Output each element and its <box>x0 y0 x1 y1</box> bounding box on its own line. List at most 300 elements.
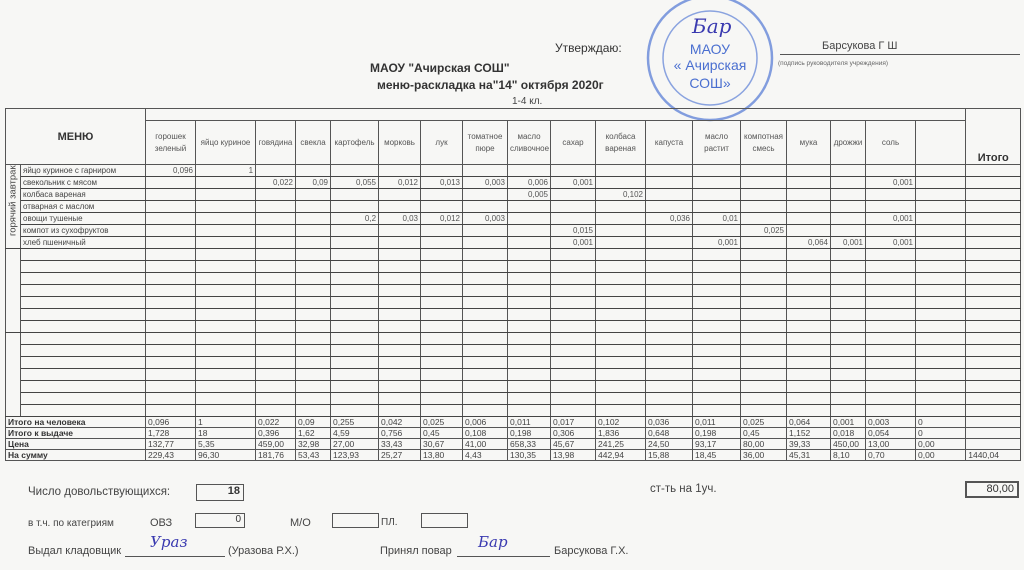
quantity-cell <box>196 201 256 213</box>
quantity-cell <box>256 393 296 405</box>
quantity-cell <box>508 381 551 393</box>
ingredient-header: говядина <box>256 121 296 165</box>
totals-value: 32,98 <box>296 439 331 450</box>
quantity-cell <box>146 285 196 297</box>
quantity-cell <box>196 357 256 369</box>
quantity-cell <box>831 177 866 189</box>
quantity-cell <box>508 225 551 237</box>
quantity-cell <box>831 201 866 213</box>
quantity-cell <box>596 213 646 225</box>
row-total-cell <box>966 261 1021 273</box>
quantity-cell <box>787 405 831 417</box>
quantity-cell <box>741 405 787 417</box>
quantity-cell <box>146 273 196 285</box>
totals-value: 93,17 <box>693 439 741 450</box>
quantity-cell <box>196 237 256 249</box>
totals-value: 36,00 <box>741 450 787 461</box>
quantity-cell <box>831 261 866 273</box>
ingredient-header: соль <box>866 121 916 165</box>
quantity-cell <box>196 177 256 189</box>
quantity-cell <box>787 381 831 393</box>
quantity-cell <box>551 381 596 393</box>
row-total-cell <box>966 405 1021 417</box>
totals-value: 0,00 <box>916 450 966 461</box>
quantity-cell <box>508 261 551 273</box>
grade-label: 1-4 кл. <box>512 96 543 107</box>
quantity-cell <box>831 213 866 225</box>
totals-value: 0 <box>916 417 966 428</box>
quantity-cell <box>596 345 646 357</box>
quantity-cell <box>916 381 966 393</box>
quantity-cell <box>787 369 831 381</box>
quantity-cell <box>146 237 196 249</box>
totals-value: 658,33 <box>508 439 551 450</box>
meal-group-label: горячий завтрак <box>6 165 21 249</box>
quantity-cell <box>596 285 646 297</box>
table-row <box>6 369 1021 381</box>
header-row <box>6 109 1021 121</box>
quantity-cell <box>296 405 331 417</box>
row-total-cell <box>966 189 1021 201</box>
quantity-cell <box>551 405 596 417</box>
ingredient-header: мука <box>787 121 831 165</box>
quantity-cell <box>693 381 741 393</box>
totals-value: 0,756 <box>379 428 421 439</box>
quantity-cell <box>741 345 787 357</box>
svg-text:« Ачирская: « Ачирская <box>673 57 747 73</box>
quantity-cell <box>787 333 831 345</box>
quantity-cell <box>331 381 379 393</box>
quantity-cell <box>331 273 379 285</box>
quantity-cell <box>196 309 256 321</box>
row-total-cell <box>966 393 1021 405</box>
table-row <box>6 261 1021 273</box>
quantity-cell <box>508 285 551 297</box>
quantity-cell <box>331 261 379 273</box>
mo-field[interactable] <box>332 513 379 528</box>
dish-name: хлеб пшеничный <box>21 237 146 249</box>
quantity-cell: 1 <box>196 165 256 177</box>
totals-value: 0,011 <box>693 417 741 428</box>
quantity-cell <box>596 369 646 381</box>
menu-header: МЕНЮ <box>6 109 146 165</box>
quantity-cell <box>916 333 966 345</box>
table-row <box>6 213 1021 225</box>
quantity-cell <box>916 309 966 321</box>
category-label: в т.ч. по категриям <box>28 518 114 529</box>
totals-value: 45,67 <box>551 439 596 450</box>
quantity-cell <box>866 249 916 261</box>
totals-value: 8,10 <box>831 450 866 461</box>
quantity-cell <box>646 297 693 309</box>
quantity-cell: 0,022 <box>256 177 296 189</box>
quantity-cell <box>596 309 646 321</box>
total-header: Итого <box>966 109 1021 165</box>
quantity-cell <box>421 381 463 393</box>
quantity-cell <box>146 369 196 381</box>
totals-value: 1,62 <box>296 428 331 439</box>
totals-value: 13,98 <box>551 450 596 461</box>
totals-value: 459,00 <box>256 439 296 450</box>
quantity-cell <box>256 345 296 357</box>
quantity-cell <box>693 177 741 189</box>
meal-group-label <box>6 249 21 333</box>
totals-value: 229,43 <box>146 450 196 461</box>
quantity-cell <box>866 297 916 309</box>
ingredient-header: свекла <box>296 121 331 165</box>
quantity-cell <box>256 237 296 249</box>
quantity-cell: 0,102 <box>596 189 646 201</box>
quantity-cell <box>421 309 463 321</box>
quantity-cell <box>331 333 379 345</box>
ingredient-header: масло сливочное <box>508 121 551 165</box>
quantity-cell <box>196 213 256 225</box>
quantity-cell <box>831 309 866 321</box>
quantity-cell <box>646 189 693 201</box>
quantity-cell <box>646 357 693 369</box>
ingredient-header: масло растит <box>693 121 741 165</box>
row-total-cell <box>966 285 1021 297</box>
quantity-cell <box>508 165 551 177</box>
quantity-cell <box>787 273 831 285</box>
totals-value: 1,836 <box>596 428 646 439</box>
grand-total <box>966 428 1021 439</box>
quantity-cell <box>787 261 831 273</box>
dish-name <box>21 273 146 285</box>
quantity-cell <box>463 345 508 357</box>
row-total-cell <box>966 309 1021 321</box>
totals-value: 25,27 <box>379 450 421 461</box>
quantity-cell <box>508 213 551 225</box>
quantity-cell <box>508 333 551 345</box>
quantity-cell <box>296 273 331 285</box>
quantity-cell <box>331 321 379 333</box>
quantity-cell <box>646 177 693 189</box>
totals-label: На сумму <box>6 450 146 461</box>
totals-value: 33,43 <box>379 439 421 450</box>
approve-label: Утверждаю: <box>555 41 622 55</box>
quantity-cell <box>196 261 256 273</box>
eaters-count[interactable]: 18 <box>196 484 244 501</box>
quantity-cell <box>646 405 693 417</box>
quantity-cell <box>831 393 866 405</box>
quantity-cell <box>256 201 296 213</box>
quantity-cell <box>421 393 463 405</box>
quantity-cell <box>866 285 916 297</box>
quantity-cell <box>646 333 693 345</box>
quantity-cell <box>146 249 196 261</box>
quantity-cell <box>596 321 646 333</box>
totals-label: Итого на человека <box>6 417 146 428</box>
row-total-cell <box>966 345 1021 357</box>
table-row <box>6 357 1021 369</box>
quantity-cell <box>256 273 296 285</box>
totals-value: 123,93 <box>331 450 379 461</box>
quantity-cell <box>787 357 831 369</box>
quantity-cell <box>741 165 787 177</box>
dish-name: свекольник с мясом <box>21 177 146 189</box>
table-row <box>6 165 1021 177</box>
quantity-cell <box>916 345 966 357</box>
quantity-cell <box>646 285 693 297</box>
quantity-cell <box>646 249 693 261</box>
quantity-cell <box>831 285 866 297</box>
quantity-cell <box>866 189 916 201</box>
totals-value: 41,00 <box>463 439 508 450</box>
totals-value: 18 <box>196 428 256 439</box>
quantity-cell <box>596 393 646 405</box>
quantity-cell <box>331 165 379 177</box>
ingredient-header: горошек зеленый <box>146 121 196 165</box>
quantity-cell <box>331 309 379 321</box>
cost-per-student[interactable]: 80,00 <box>965 481 1019 498</box>
quantity-cell <box>551 357 596 369</box>
quantity-cell <box>741 369 787 381</box>
quantity-cell <box>256 249 296 261</box>
totals-value: 0,00 <box>916 439 966 450</box>
quantity-cell <box>831 357 866 369</box>
ingredient-header: капуста <box>646 121 693 165</box>
totals-value: 1 <box>196 417 256 428</box>
dish-name: отварная с маслом <box>21 201 146 213</box>
quantity-cell <box>508 237 551 249</box>
quantity-cell <box>693 273 741 285</box>
quantity-cell <box>916 225 966 237</box>
cost-label: ст-ть на 1уч. <box>650 483 717 495</box>
quantity-cell <box>866 165 916 177</box>
totals-value: 0,064 <box>787 417 831 428</box>
quantity-cell <box>787 165 831 177</box>
quantity-cell <box>379 345 421 357</box>
quantity-cell <box>596 201 646 213</box>
quantity-cell <box>787 297 831 309</box>
dish-name <box>21 261 146 273</box>
table-row <box>6 177 1021 189</box>
dish-name <box>21 393 146 405</box>
quantity-cell <box>331 189 379 201</box>
ovz-label: ОВЗ <box>150 517 173 529</box>
totals-value: 0,102 <box>596 417 646 428</box>
quantity-cell <box>646 237 693 249</box>
quantity-cell <box>741 381 787 393</box>
quantity-cell <box>421 225 463 237</box>
totals-value: 0,45 <box>741 428 787 439</box>
totals-value: 0,70 <box>866 450 916 461</box>
totals-value: 4,43 <box>463 450 508 461</box>
quantity-cell <box>463 273 508 285</box>
quantity-cell <box>866 321 916 333</box>
cook-signature: Бар <box>478 533 508 551</box>
totals-value: 0,025 <box>741 417 787 428</box>
dish-name <box>21 285 146 297</box>
ingredient-header: томатное пюре <box>463 121 508 165</box>
quantity-cell <box>379 393 421 405</box>
svg-text:СОШ»: СОШ» <box>689 75 731 91</box>
quantity-cell <box>508 321 551 333</box>
row-total-cell <box>966 177 1021 189</box>
ingredient-header: яйцо куриное <box>196 121 256 165</box>
quantity-cell <box>741 261 787 273</box>
quantity-cell: 0,001 <box>866 237 916 249</box>
totals-value: 0,001 <box>831 417 866 428</box>
quantity-cell <box>379 309 421 321</box>
quantity-cell <box>551 393 596 405</box>
totals-value: 0,096 <box>146 417 196 428</box>
quantity-cell <box>421 405 463 417</box>
quantity-cell <box>787 321 831 333</box>
quantity-cell <box>787 309 831 321</box>
quantity-cell <box>831 249 866 261</box>
quantity-cell <box>296 165 331 177</box>
received-name: Барсукова Г.Х. <box>554 545 629 557</box>
quantity-cell <box>296 225 331 237</box>
quantity-cell <box>296 369 331 381</box>
director-name: Барсукова Г Ш <box>822 40 898 52</box>
quantity-cell <box>866 369 916 381</box>
quantity-cell <box>256 225 296 237</box>
quantity-cell <box>916 357 966 369</box>
quantity-cell <box>741 273 787 285</box>
quantity-cell <box>379 165 421 177</box>
quantity-cell <box>866 381 916 393</box>
quantity-cell <box>646 261 693 273</box>
received-signature-line <box>457 556 550 557</box>
table-row <box>6 225 1021 237</box>
pl-field[interactable] <box>421 513 468 528</box>
row-total-cell <box>966 321 1021 333</box>
quantity-cell <box>463 249 508 261</box>
dish-name <box>21 309 146 321</box>
quantity-cell <box>551 321 596 333</box>
dish-name <box>21 297 146 309</box>
row-total-cell <box>966 369 1021 381</box>
menu-table <box>5 108 1021 461</box>
row-total-cell <box>966 381 1021 393</box>
quantity-cell <box>916 201 966 213</box>
quantity-cell <box>787 213 831 225</box>
quantity-cell <box>596 333 646 345</box>
ovz-field[interactable]: 0 <box>195 513 245 528</box>
totals-value: 0,306 <box>551 428 596 439</box>
quantity-cell <box>463 285 508 297</box>
totals-value: 0 <box>916 428 966 439</box>
quantity-cell <box>146 213 196 225</box>
quantity-cell <box>831 189 866 201</box>
quantity-cell <box>693 225 741 237</box>
quantity-cell <box>331 345 379 357</box>
totals-value: 0,396 <box>256 428 296 439</box>
quantity-cell <box>693 357 741 369</box>
quantity-cell <box>421 237 463 249</box>
quantity-cell <box>741 285 787 297</box>
totals-value: 0,017 <box>551 417 596 428</box>
dish-name <box>21 249 146 261</box>
quantity-cell <box>596 177 646 189</box>
quantity-cell <box>196 321 256 333</box>
quantity-cell <box>831 333 866 345</box>
quantity-cell <box>379 333 421 345</box>
quantity-cell: 0,003 <box>463 213 508 225</box>
dish-name: колбаса вареная <box>21 189 146 201</box>
quantity-cell <box>787 177 831 189</box>
quantity-cell <box>463 393 508 405</box>
dish-name: овощи тушеные <box>21 213 146 225</box>
quantity-cell <box>916 273 966 285</box>
quantity-cell <box>196 369 256 381</box>
totals-value: 0,255 <box>331 417 379 428</box>
quantity-cell <box>256 357 296 369</box>
quantity-cell <box>379 261 421 273</box>
quantity-cell <box>463 405 508 417</box>
totals-value: 241,25 <box>596 439 646 450</box>
quantity-cell <box>256 381 296 393</box>
quantity-cell: 0,036 <box>646 213 693 225</box>
totals-value: 0,003 <box>866 417 916 428</box>
quantity-cell <box>296 321 331 333</box>
quantity-cell: 0,001 <box>551 237 596 249</box>
quantity-cell <box>646 165 693 177</box>
quantity-cell <box>146 201 196 213</box>
quantity-cell <box>421 357 463 369</box>
quantity-cell <box>379 201 421 213</box>
quantity-cell <box>196 273 256 285</box>
quantity-cell <box>463 201 508 213</box>
totals-value: 0,108 <box>463 428 508 439</box>
quantity-cell <box>379 369 421 381</box>
quantity-cell <box>146 189 196 201</box>
quantity-cell <box>916 213 966 225</box>
quantity-cell <box>693 165 741 177</box>
quantity-cell <box>551 189 596 201</box>
quantity-cell <box>256 369 296 381</box>
quantity-cell <box>256 261 296 273</box>
quantity-cell <box>551 213 596 225</box>
quantity-cell <box>379 285 421 297</box>
quantity-cell <box>421 249 463 261</box>
totals-value: 13,80 <box>421 450 463 461</box>
totals-row <box>6 450 1021 461</box>
quantity-cell <box>916 369 966 381</box>
totals-label: Цена <box>6 439 146 450</box>
quantity-cell <box>331 249 379 261</box>
quantity-cell <box>866 357 916 369</box>
quantity-cell <box>331 393 379 405</box>
quantity-cell: 0,064 <box>787 237 831 249</box>
quantity-cell <box>741 357 787 369</box>
totals-value: 0,042 <box>379 417 421 428</box>
dish-name <box>21 321 146 333</box>
quantity-cell <box>463 357 508 369</box>
quantity-cell: 0,001 <box>866 177 916 189</box>
dish-name <box>21 369 146 381</box>
quantity-cell <box>146 333 196 345</box>
quantity-cell <box>551 309 596 321</box>
quantity-cell: 0,001 <box>551 177 596 189</box>
meal-group-label <box>6 333 21 417</box>
quantity-cell <box>596 381 646 393</box>
quantity-cell <box>296 285 331 297</box>
dish-name <box>21 357 146 369</box>
issued-label: Выдал кладовщик <box>28 545 122 557</box>
quantity-cell <box>787 225 831 237</box>
dish-name: компот из сухофруктов <box>21 225 146 237</box>
quantity-cell <box>463 321 508 333</box>
totals-value: 442,94 <box>596 450 646 461</box>
quantity-cell <box>508 297 551 309</box>
quantity-cell <box>146 261 196 273</box>
quantity-cell <box>296 201 331 213</box>
quantity-cell <box>463 261 508 273</box>
